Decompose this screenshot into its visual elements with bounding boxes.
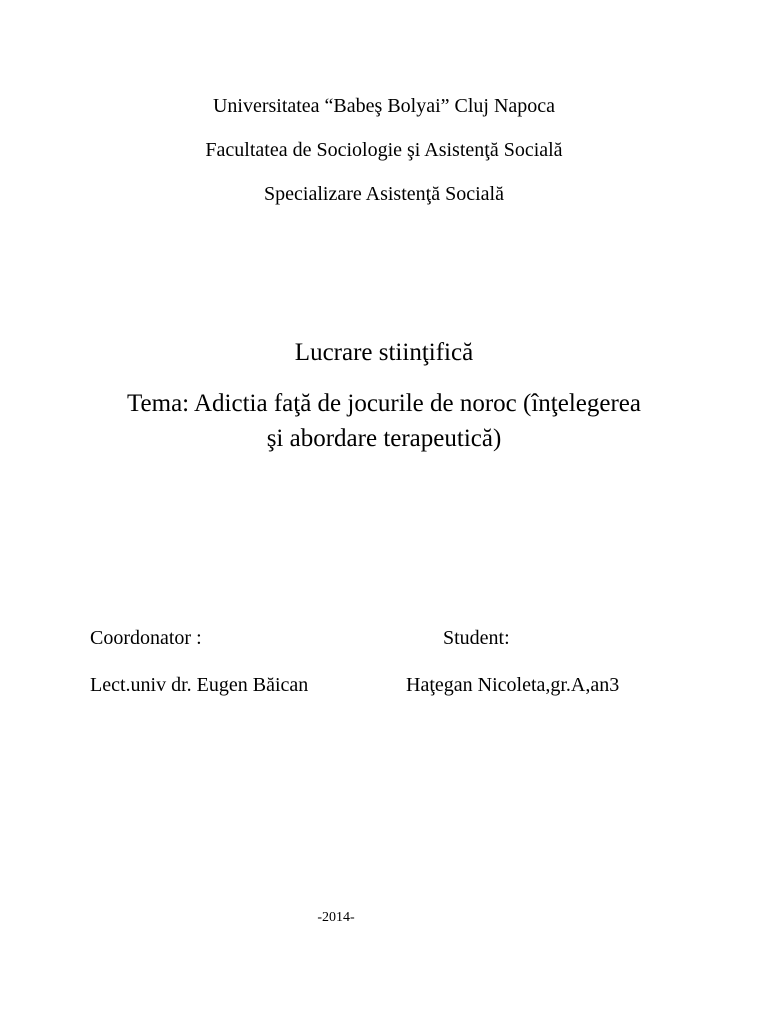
coordinator-name: Lect.univ dr. Eugen Băican	[90, 674, 309, 696]
theme-line-1: Tema: Adictia faţă de jocurile de noroc (înţelegerea	[127, 390, 641, 417]
coordinator-label: Coordonator :	[90, 627, 202, 649]
student-label: Student:	[443, 627, 510, 649]
faculty-name: Facultatea de Sociologie şi Asistenţă Socială	[205, 139, 563, 161]
document-year: -2014-	[317, 910, 355, 925]
work-type-title: Lucrare stiinţifică	[294, 339, 474, 366]
theme-line-2: şi abordare terapeutică)	[266, 425, 502, 452]
student-name: Haţegan Nicoleta,gr.A,an3	[406, 674, 620, 696]
specialization-name: Specializare Asistenţă Socială	[264, 183, 504, 205]
university-name: Universitatea “Babeş Bolyai” Cluj Napoca	[212, 95, 556, 117]
